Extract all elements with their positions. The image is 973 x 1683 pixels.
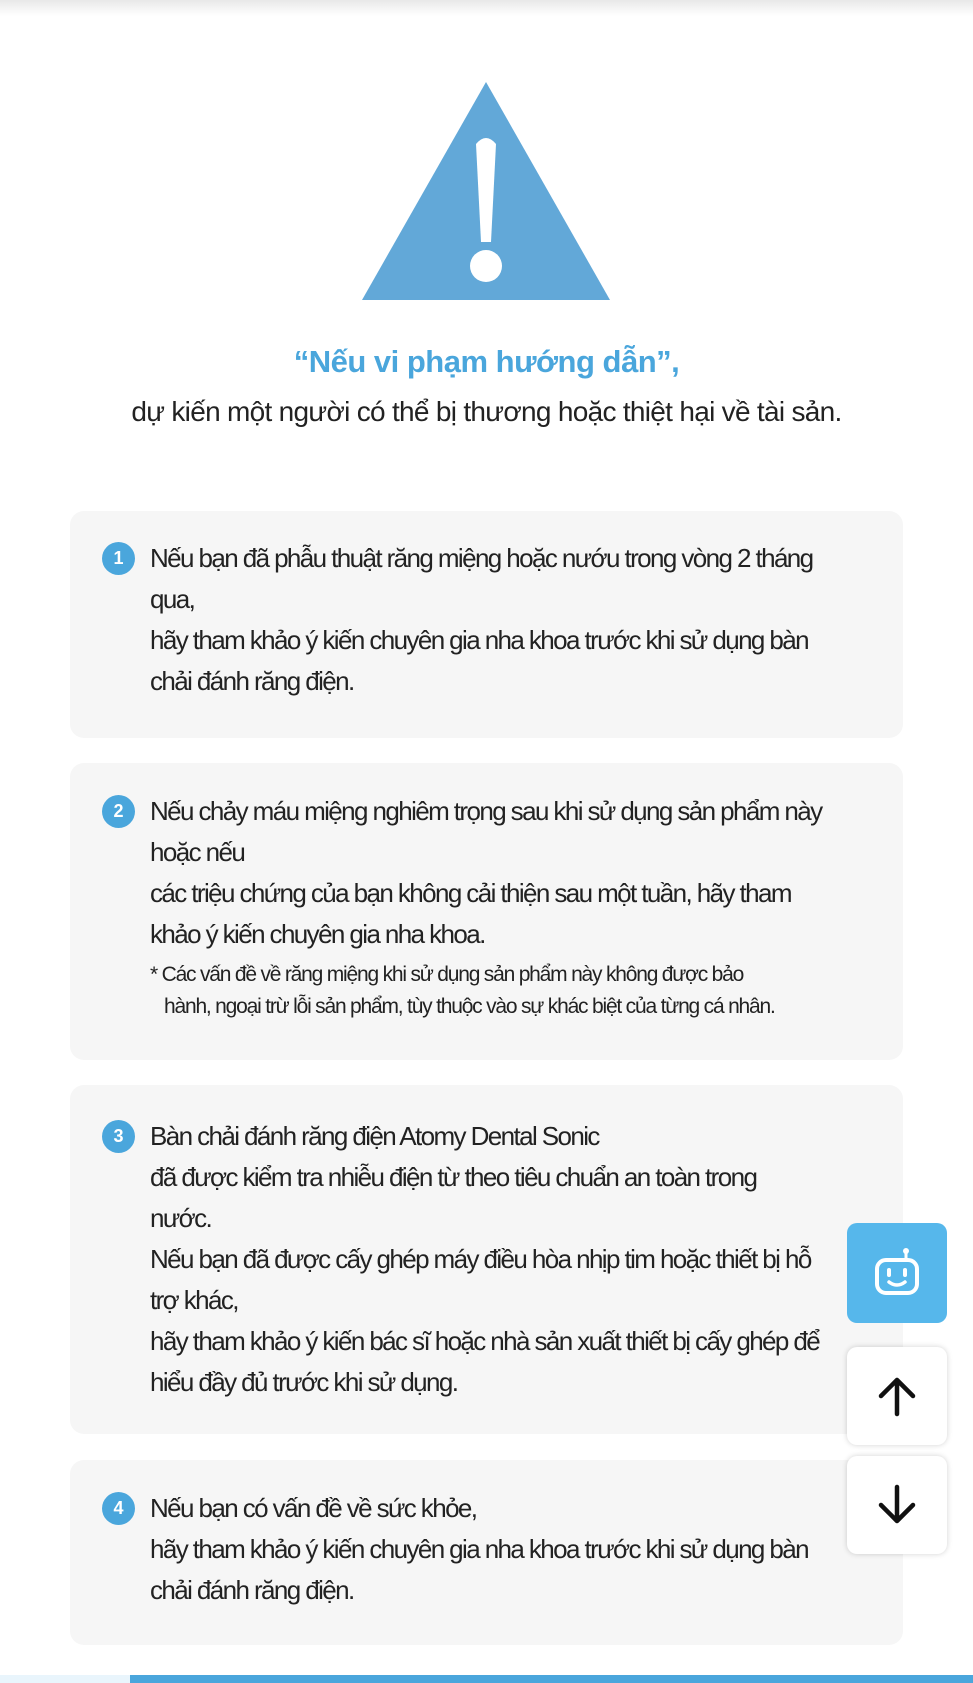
card-number-badge: 3 [102,1120,135,1153]
card-text-line: hãy tham khảo ý kiến chuyên gia nha khoa trước khi sử dụng bàn [150,1534,808,1564]
card-text-line: hoặc nếu [150,837,245,867]
card-footnote: hành, ngoại trừ lỗi sản phẩm, tùy thuộc vào sự khác biệt của từng cá nhân. [164,995,775,1018]
card-number-badge: 1 [102,542,135,575]
card-text-line: hãy tham khảo ý kiến bác sĩ hoặc nhà sản xuất thiết bị cấy ghép để [150,1326,820,1356]
arrow-down-icon [873,1481,921,1529]
card-text-line: chải đánh răng điện. [150,666,354,696]
warning-headline: “Nếu vi phạm hướng dẫn”, [293,344,680,379]
bottom-accent-bar [0,1675,973,1683]
card-text-line: chải đánh răng điện. [150,1575,354,1605]
card-text-line: Nếu bạn đã phẫu thuật răng miệng hoặc nướu trong vòng 2 tháng [150,543,813,573]
scroll-down-button[interactable] [847,1456,947,1554]
card-text-line: hiểu đầy đủ trước khi sử dụng. [150,1367,458,1397]
card-text-line: khảo ý kiến chuyên gia nha khoa. [150,919,485,949]
card-number-badge: 4 [102,1492,135,1525]
card-text-line: Nếu bạn có vấn đề về sức khỏe, [150,1493,477,1523]
warning-triangle-icon [362,82,610,300]
card-text-line: Nếu bạn đã được cấy ghép máy điều hòa nhịp tim hoặc thiết bị hỗ [150,1244,811,1274]
card-text-line: Nếu chảy máu miệng nghiêm trọng sau khi sử dụng sản phẩm này [150,796,822,826]
card-number-badge: 2 [102,795,135,828]
warning-card-4 [70,1460,903,1645]
card-text-line: hãy tham khảo ý kiến chuyên gia nha khoa trước khi sử dụng bàn [150,625,808,655]
card-text-line: nước. [150,1203,212,1233]
warning-card-3 [70,1085,903,1434]
card-text-line: Bàn chải đánh răng điện Atomy Dental Sonic [150,1121,599,1151]
card-text-line: trợ khác, [150,1285,238,1315]
scroll-up-button[interactable] [847,1347,947,1445]
chatbot-button[interactable] [847,1223,947,1323]
top-header-shadow [0,0,973,16]
card-text-line: đã được kiểm tra nhiễu điện từ theo tiêu chuẩn an toàn trong [150,1162,757,1192]
card-text-line: các triệu chứng của bạn không cải thiện sau một tuần, hãy tham [150,878,791,908]
warning-card-1 [70,511,903,738]
card-text-line: qua, [150,584,195,614]
arrow-up-icon [873,1372,921,1420]
warning-card-2 [70,763,903,1060]
bottom-accent-bar-segment [0,1675,130,1683]
chatbot-face-icon [869,1245,925,1301]
warning-subline: dự kiến một người có thể bị thương hoặc thiệt hại về tài sản. [131,396,842,427]
card-footnote: * Các vấn đề về răng miệng khi sử dụng sản phẩm này không được bảo [150,963,744,986]
